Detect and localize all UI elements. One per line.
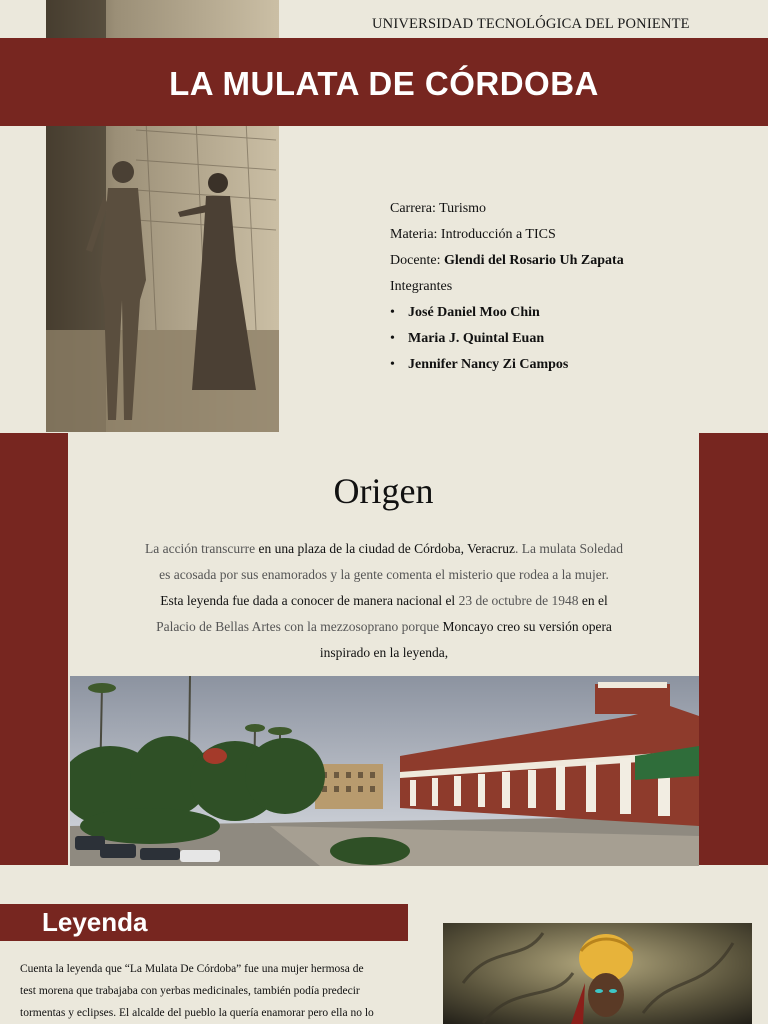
list-item: • Maria J. Quintal Euan [390,331,545,346]
plaza-photo [70,676,699,866]
leyenda-heading: Leyenda [42,907,148,937]
carrera-line: Carrera: Turismo [390,201,487,216]
origen-heading: Origen [333,471,434,511]
university-name: UNIVERSIDAD TECNOLÓGICA DEL PONIENTE [372,16,690,32]
course-info [390,196,624,378]
right-side-band [699,433,768,865]
title-band [0,38,768,126]
docente-value: Glendi del Rosario Uh Zapata [444,253,624,268]
materia-line: Materia: Introducción a TICS [390,227,556,242]
page-title: LA MULATA DE CÓRDOBA [169,65,599,102]
leyenda-band [0,904,408,941]
mulata-portrait [443,923,752,1024]
left-side-band [0,433,68,865]
carrera-value: Turismo [439,201,487,216]
list-item: • José Daniel Moo Chin [390,305,540,320]
integrantes-label: Integrantes [390,279,453,294]
materia-value: Introducción a TICS [440,227,556,242]
docente-line: Docente: Glendi del Rosario Uh Zapata [390,253,624,268]
list-item: • Jennifer Nancy Zi Campos [390,357,569,372]
leyenda-text: Cuenta la leyenda que “La Mulata De Córdoba” fue una mujer hermosa de test morena que trabajaba con yerbas medicinales, también podía predecir tormentas y eclipses. El alcalde del pueblo la quería enamorar pero ella no lo [20,963,374,1019]
origen-text: La acción transcurre en una plaza de la ciudad de Córdoba, Veracruz. La mulata Soledad es acosada por sus enamorados y la gente comenta el misterio que rodea a la mujer. Esta leyenda fue dada a conocer de manera nacional el 23 de octubre de 1948 en el Palacio de Bellas Artes con la mezzosoprano porque Moncayo creo su versión opera inspirado en la leyenda, [144,541,624,660]
